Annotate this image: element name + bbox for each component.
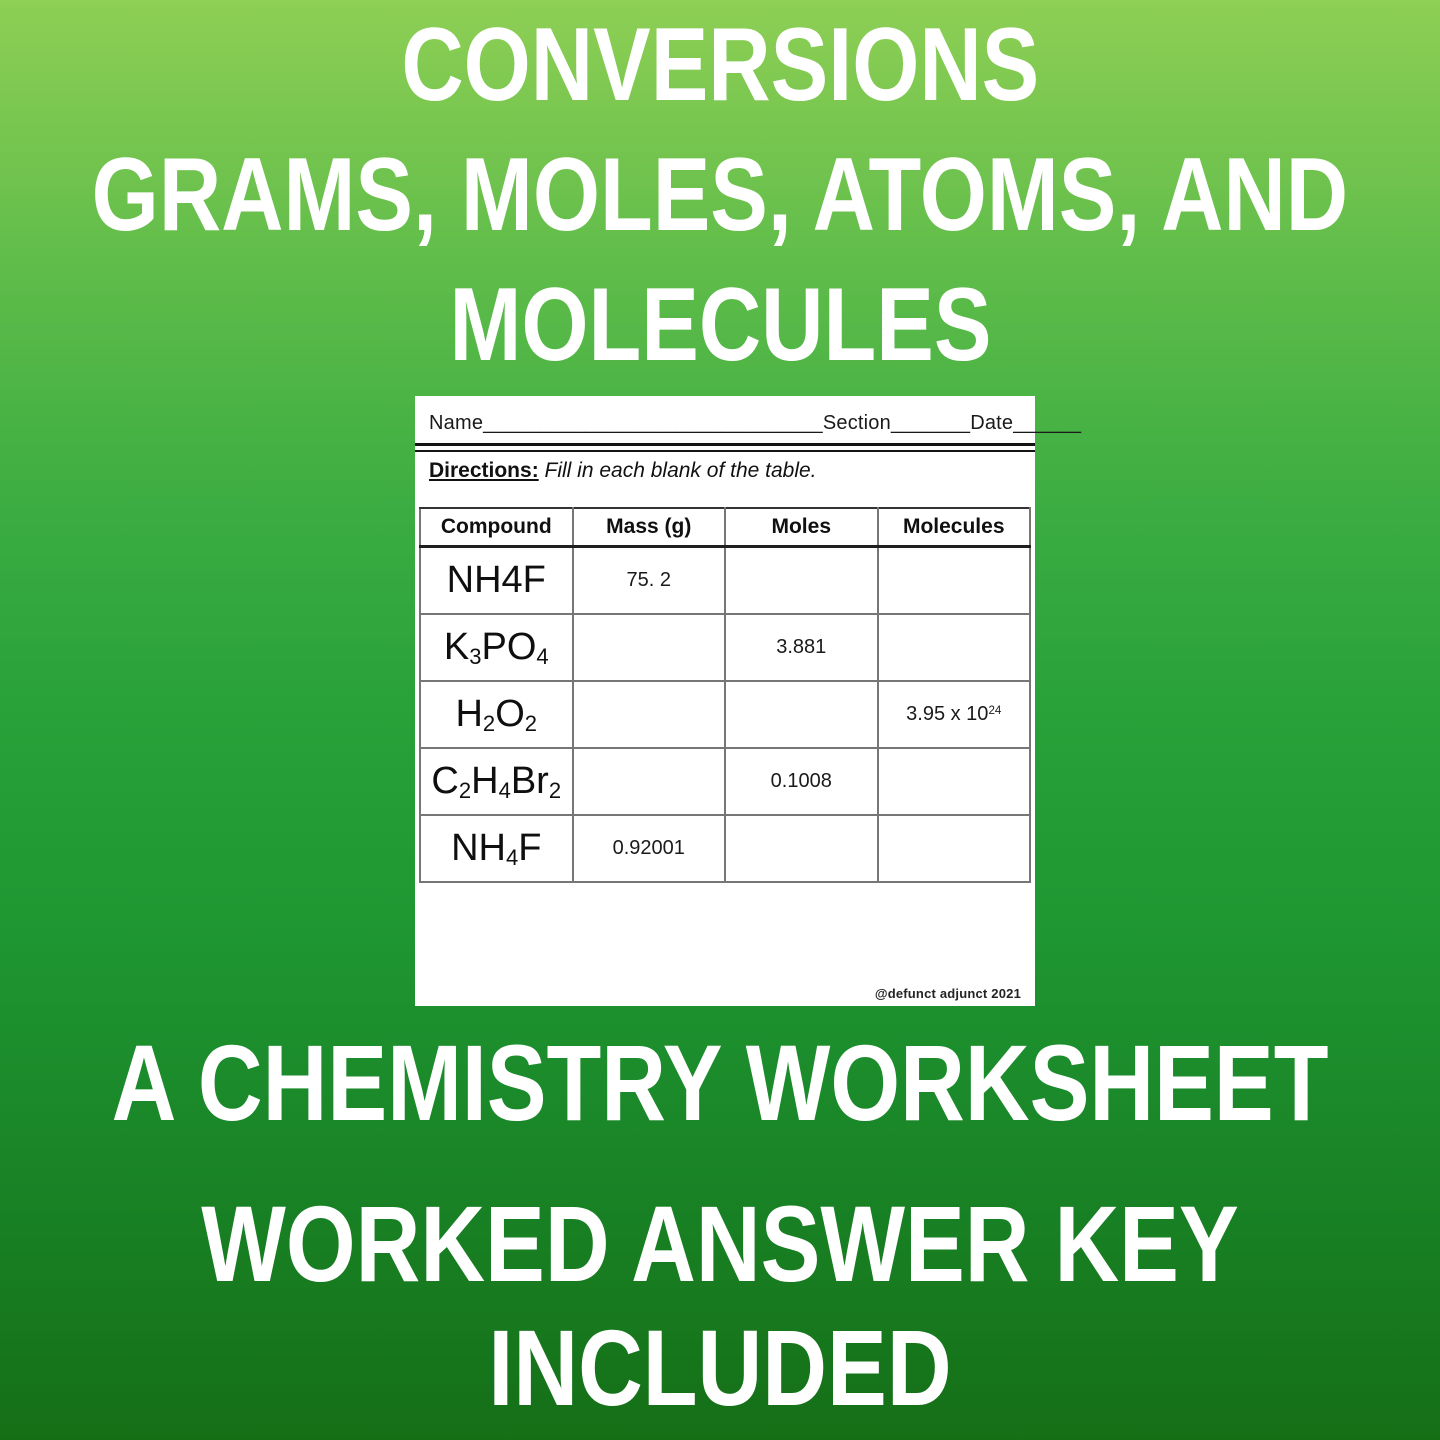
molecules-cell — [878, 614, 1031, 681]
moles-cell — [725, 547, 878, 615]
poster-subtitle-line-1: A CHEMISTRY WORKSHEET — [111, 1021, 1329, 1143]
directions-text: Fill in each blank of the table. — [538, 459, 817, 482]
column-header-mass: Mass (g) — [573, 508, 726, 547]
molecules-cell — [878, 748, 1031, 815]
moles-cell — [725, 681, 878, 748]
poster-title — [0, 0, 1440, 390]
column-header-molecules: Molecules — [878, 508, 1031, 547]
mass-cell: 75. 2 — [573, 547, 726, 615]
compound-cell: NH4F — [420, 547, 573, 615]
directions — [415, 459, 1035, 483]
poster-title-line-2: GRAMS, MOLES, ATOMS, AND — [91, 136, 1349, 253]
mass-cell — [573, 748, 726, 815]
molecules-cell: 3.95 x $10^{24}$ — [878, 681, 1031, 748]
table-body — [420, 547, 1030, 883]
attribution-credit: @defunct adjunct 2021 — [874, 986, 1021, 1001]
molecules-cell — [878, 547, 1031, 615]
compound-cell: $NH_4F$ — [420, 815, 573, 882]
table-row — [420, 681, 1030, 748]
subtitle-spacer — [0, 1144, 1440, 1181]
mass-cell — [573, 614, 726, 681]
mass-cell: 0.92001 — [573, 815, 726, 882]
moles-cell — [725, 815, 878, 882]
directions-label: Directions: — [429, 459, 539, 482]
compound-cell: $K_3PO_4$ — [420, 614, 573, 681]
table-row — [420, 614, 1030, 681]
moles-cell: 3.881 — [725, 614, 878, 681]
worksheet-preview — [415, 396, 1082, 1006]
molecules-cell — [878, 815, 1031, 882]
compound-cell: $H_2O_2$ — [420, 681, 573, 748]
table-row — [420, 748, 1030, 815]
mass-cell — [573, 681, 726, 748]
poster-title-line-3: MOLECULES — [449, 266, 991, 383]
moles-cell: 0.1008 — [725, 748, 878, 815]
table-row — [420, 815, 1030, 882]
column-header-compound: Compound — [420, 508, 573, 547]
table-header-row — [420, 508, 1030, 547]
poster-subtitle-line-3: INCLUDED — [488, 1306, 952, 1428]
poster-subtitle — [0, 1020, 1440, 1429]
compound-cell: $C_2H_4Br_2$ — [420, 748, 573, 815]
table-row — [420, 547, 1030, 615]
poster-subtitle-line-2: WORKED ANSWER KEY — [201, 1182, 1239, 1304]
conversions-table — [419, 507, 1031, 883]
name-section-date-line: Name______________________________Section_______Date______ — [429, 412, 1082, 434]
column-header-moles: Moles — [725, 508, 878, 547]
header-divider — [415, 443, 1035, 452]
poster-title-line-1: CONVERSIONS — [401, 6, 1039, 123]
